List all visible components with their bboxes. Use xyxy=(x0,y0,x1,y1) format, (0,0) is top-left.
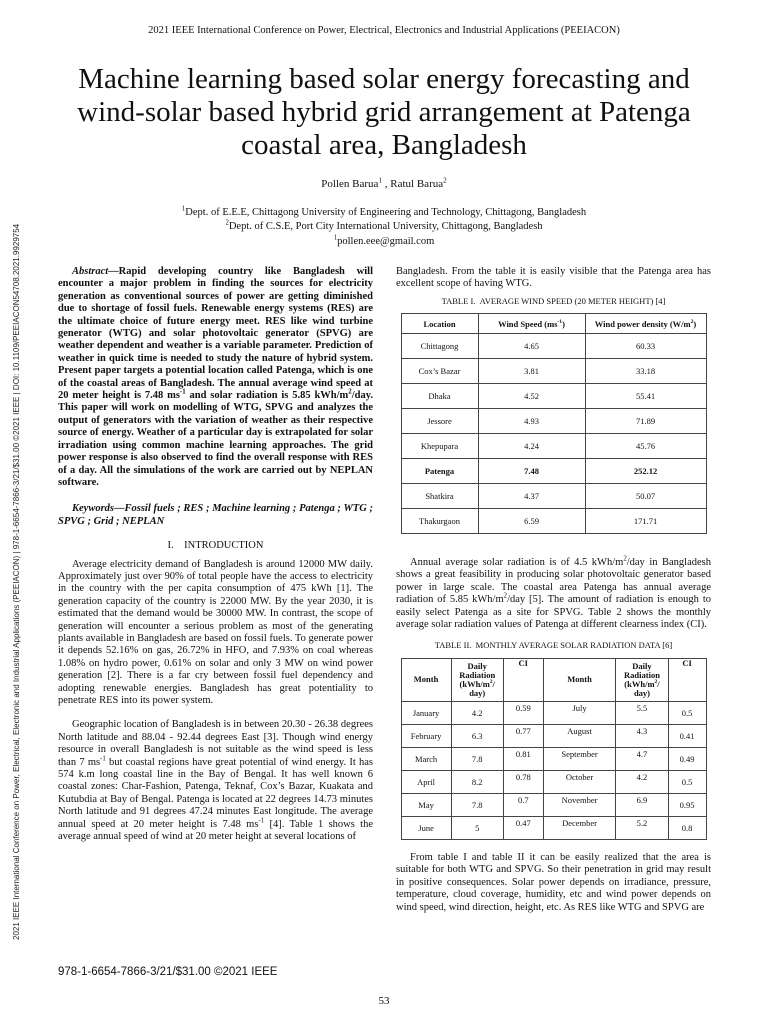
table-header-row xyxy=(401,658,706,701)
paper-title: Machine learning based solar energy forecasting and wind-solar based hybrid grid arrangement at Patenga coastal area, Bangladesh xyxy=(77,63,691,161)
abstract-superscript-2: 2 xyxy=(348,388,352,396)
left-column xyxy=(58,266,373,843)
cell-ci: 0.81 xyxy=(503,747,543,770)
table-header-location: Location xyxy=(401,314,478,334)
para2-text-2: but coastal regions have great potential of wind energy. It has 574 k.m long coastal line in the Bay of Bengal. It has well known 6 coastal zones: Char-Fashion, Patenga, Teknaf, Cox’s Bazar, Kuakata and Kutubdia at Bay of Bengal. Patenga is located at 22 degrees 14.73 minutes North latitude and 91 degrees 47.24 minutes East longitude. The average annual speed at 20 meter height is 7.48 ms xyxy=(58,756,373,830)
right-bottom-block xyxy=(396,852,711,914)
section-number: I. xyxy=(167,540,174,552)
table-row xyxy=(401,409,706,434)
cell-month: March xyxy=(401,747,451,770)
cell-radiation: 5.2 xyxy=(616,816,668,839)
cell-location: Thakurgaon xyxy=(401,509,478,534)
email-superscript: 1 xyxy=(333,234,338,242)
cell-wind-speed: 4.93 xyxy=(478,409,585,434)
header-radiation-text: Daily Radiation (kWh/m xyxy=(459,660,496,689)
author-email xyxy=(0,236,768,247)
cell-location: Chittagong xyxy=(401,334,478,359)
table-header-daily-radiation xyxy=(451,658,503,701)
paragraph-right-intro: Bangladesh. From the table it is easily visible that the Patenga area has excellent scope of having WTG. xyxy=(396,266,711,290)
cell-wind-speed: 7.48 xyxy=(478,459,585,484)
cell-month: May xyxy=(401,793,451,816)
header-radiation-unit: / day) xyxy=(633,678,660,698)
cell-ci: 0.5 xyxy=(668,770,706,793)
cell-location: Patenga xyxy=(401,459,478,484)
cell-location: Jessore xyxy=(401,409,478,434)
paragraph-geographic-location xyxy=(58,719,373,843)
para3-text-3: /day [5]. The amount of radiation is enough to easily select Patenga as a site for SPVG. Table 2 shows the monthly average solar radiation values of Patenga at different clearness index (CI). xyxy=(396,594,712,631)
cell-wind-speed: 4.24 xyxy=(478,434,585,459)
table-row xyxy=(401,747,706,770)
header-density-close: ) xyxy=(693,318,697,329)
cell-month: November xyxy=(543,793,616,816)
header-radiation-superscript: 2 xyxy=(654,679,658,686)
table1-caption-number: TABLE I. xyxy=(441,295,476,306)
table-header-month: Month xyxy=(543,658,616,701)
table-header-month: Month xyxy=(401,658,451,701)
keywords xyxy=(58,503,373,528)
table-wind-speed xyxy=(401,313,707,534)
table-row xyxy=(401,770,706,793)
cell-wind-speed: 3.81 xyxy=(478,359,585,384)
cell-ci: 0.49 xyxy=(668,747,706,770)
author-1-superscript: 1 xyxy=(378,176,383,185)
cell-power-density: 252.12 xyxy=(585,459,706,484)
keywords-text: Fossil fuels ; RES ; Machine learning ; Patenga ; WTG ; SPVG ; Grid ; NEPLAN xyxy=(58,503,373,527)
page-number: 53 xyxy=(378,995,390,1007)
paragraph-electricity-demand: Average electricity demand of Bangladesh is around 12000 MW daily. Approximately just over 90% of total people have the access to electricity in the country with the per capita consumption of 475 kWh [1]. The generation capacity of the country is 22000 MW. By the year 2030, it is estimated that the demand would be 30000 MW. In contrast, the scope of generation will encounter a serious problem as most of the generating plants available in Bangladesh are based on fossil fuels. To generate power it depends 52.16% on gas, 26.72% in HFO, and 7.93% on coal whereas 1.08% on hydro power, 0.61% on solar and only 3 MW on wind power generation [2]. There is a far cry between fossil fuel dependency and adopting renewable energies. Bangladesh has great potentiality to penetrate RES into its power system. xyxy=(58,558,373,706)
header-density-text: Wind power density (W/m xyxy=(594,318,691,329)
header-speed-close: ) xyxy=(562,318,565,329)
table-row xyxy=(401,384,706,409)
cell-month: July xyxy=(543,701,616,724)
table-header-row xyxy=(401,314,706,334)
table-header-ci: CI xyxy=(503,658,543,701)
affiliation-1 xyxy=(0,207,768,218)
table-row xyxy=(401,484,706,509)
cell-ci: 0.5 xyxy=(668,701,706,724)
affiliation-2-text: Dept. of C.S.E, Port City International University, Chittagong, Bangladesh xyxy=(228,221,543,232)
table2-caption-number: TABLE II. xyxy=(434,640,472,651)
cell-radiation: 8.2 xyxy=(451,770,503,793)
section-heading-introduction xyxy=(58,540,373,552)
abstract xyxy=(58,266,373,489)
cell-location: Khepupara xyxy=(401,434,478,459)
section-title-rest: NTRODUCTION xyxy=(187,540,264,552)
cell-wind-speed: 4.65 xyxy=(478,334,585,359)
cell-radiation: 4.7 xyxy=(616,747,668,770)
table-row xyxy=(401,724,706,747)
abstract-text-2: and solar radiation is 5.85 kWh/m xyxy=(185,390,349,402)
cell-power-density: 50.07 xyxy=(585,484,706,509)
cell-month: August xyxy=(543,724,616,747)
author-2-superscript: 2 xyxy=(443,176,447,185)
table-row xyxy=(401,793,706,816)
cell-ci: 0.7 xyxy=(503,793,543,816)
cell-ci: 0.59 xyxy=(503,701,543,724)
header-radiation-superscript: 2 xyxy=(489,679,493,686)
table-header-ci: CI xyxy=(668,658,706,701)
cell-month: December xyxy=(543,816,616,839)
author-2: Ratul Barua xyxy=(390,178,444,190)
cell-ci: 0.41 xyxy=(668,724,706,747)
section-title-first-letter: I xyxy=(184,540,188,552)
conference-header: 2021 IEEE International Conference on Power, Electrical, Electronics and Industrial Applications (PEEIACON) xyxy=(148,25,620,36)
table1-caption-text: AVERAGE WIND SPEED (20 METER HEIGHT) [4] xyxy=(479,295,666,306)
cell-ci: 0.77 xyxy=(503,724,543,747)
header-speed-text: Wind Speed (ms xyxy=(498,318,558,329)
cell-power-density: 55.41 xyxy=(585,384,706,409)
cell-month: September xyxy=(543,747,616,770)
cell-ci: 0.47 xyxy=(503,816,543,839)
cell-location: Cox’s Bazar xyxy=(401,359,478,384)
abstract-superscript-1: -1 xyxy=(179,388,186,396)
cell-radiation: 4.2 xyxy=(616,770,668,793)
affiliation-1-text: Dept. of E.E.E, Chittagong University of Engineering and Technology, Chittagong, Bangladesh xyxy=(185,207,587,218)
cell-ci: 0.8 xyxy=(668,816,706,839)
cell-power-density: 171.71 xyxy=(585,509,706,534)
table-row xyxy=(401,509,706,534)
table-row xyxy=(401,816,706,839)
abstract-text-1: Rapid developing country like Bangladesh will encounter a major problem in finding the sources for electricity generation as conventional sources of power are getting diminished due to shortage of fossil fuels. Renewable energy systems (RES) are the ultimate choice of future energy meet. RES like wind turbine generator (WTG) and solar photovoltaic generator (SPVG) are weather dependent and weather is a variable parameter. Prediction of weather in quick time is needed to study the nature of hybrid system. Present paper targets a potential location called Patenga, which is one of the coastal areas of Bangladesh. The annual average wind speed at 20 meter height is 7.48 ms xyxy=(58,266,373,402)
cell-radiation: 7.8 xyxy=(451,747,503,770)
table-row-highlighted xyxy=(401,459,706,484)
table-row xyxy=(401,359,706,384)
table-header-power-density xyxy=(585,314,706,334)
para2-superscript-2: -1 xyxy=(258,817,265,825)
cell-power-density: 60.33 xyxy=(585,334,706,359)
cell-month: April xyxy=(401,770,451,793)
cell-radiation: 4.3 xyxy=(616,724,668,747)
cell-radiation: 7.8 xyxy=(451,793,503,816)
cell-month: June xyxy=(401,816,451,839)
cell-wind-speed: 4.37 xyxy=(478,484,585,509)
para2-text-3: [4]. Table 1 shows the average annual speed of wind at 20 meter height at several locations of xyxy=(58,818,373,843)
side-identifier-strip: 2021 IEEE International Conference on Power, Electrical, Electronic and Industrial Applications (PEEIACON) | 978-1-6654-7866-3/21/$31.00 ©2021 IEEE | DOI: 10.1109/PEEIACON54708.2021.9929754 xyxy=(12,223,21,940)
para2-text-1: Geographic location of Bangladesh is in between 20.30 - 26.38 degrees North latitude and 88.04 - 92.44 degrees East [3]. Though wind energy resource in overall Bangladesh is not suitable as the wind speed is less than 7 ms xyxy=(58,719,373,768)
abstract-text-3: /day. This paper will work on modelling of WTG, SPVG and analyzes the output of generators with the variation of weather as their respective source of energy. Weather of a particular day is extrapolated for solar irradiation using common machine learning approaches. The grid power response is also observed to find the overall response with RES of a day. All the simulations of the work are carried out by NEPLAN software. xyxy=(58,390,374,488)
cell-power-density: 45.76 xyxy=(585,434,706,459)
right-middle-block xyxy=(396,557,711,840)
author-separator: , xyxy=(382,178,391,190)
abstract-label: Abstract xyxy=(72,266,109,277)
para3-superscript-1: 2 xyxy=(623,555,627,563)
cell-month: January xyxy=(401,701,451,724)
cell-month: October xyxy=(543,770,616,793)
author-1: Pollen Barua xyxy=(321,178,379,190)
para3-superscript-2: 2 xyxy=(503,592,508,600)
table-header-wind-speed xyxy=(478,314,585,334)
cell-radiation: 4.2 xyxy=(451,701,503,724)
paragraph-conclusion-tables: From table I and table II it can be easily realized that the area is suitable for both WTG and SPVG. So their penetration in grid may result in positive consequences. Solar power depends on irradiance, pressure, temperature, cloud coverage, humidity, etc and wind power depends on wind speed, wind direction, height, etc. As RES like WTG and SPVG are xyxy=(396,852,711,913)
cell-location: Shatkira xyxy=(401,484,478,509)
cell-location: Dhaka xyxy=(401,384,478,409)
abstract-dash: — xyxy=(108,266,119,277)
keywords-label: Keywords— xyxy=(72,503,125,515)
table-row xyxy=(401,334,706,359)
header-density-superscript: 2 xyxy=(690,318,694,325)
cell-power-density: 71.89 xyxy=(585,409,706,434)
footer-copyright: 978-1-6654-7866-3/21/$31.00 ©2021 IEEE xyxy=(58,966,278,978)
cell-wind-speed: 6.59 xyxy=(478,509,585,534)
author-line xyxy=(0,178,768,190)
affiliation-2-superscript: 2 xyxy=(225,219,229,227)
header-radiation-text: Daily Radiation (kWh/m xyxy=(624,660,660,689)
right-intro-block xyxy=(396,266,711,534)
affiliation-1-superscript: 1 xyxy=(181,205,186,213)
cell-power-density: 33.18 xyxy=(585,359,706,384)
cell-radiation: 5.5 xyxy=(616,701,668,724)
cell-radiation: 5 xyxy=(451,816,503,839)
para3-text-1: Annual average solar radiation is of 4.5 kWh/m xyxy=(410,557,624,568)
table2-caption xyxy=(396,639,711,651)
para2-superscript-1: -1 xyxy=(100,755,106,763)
cell-ci: 0.95 xyxy=(668,793,706,816)
cell-wind-speed: 4.52 xyxy=(478,384,585,409)
cell-radiation: 6.9 xyxy=(616,793,668,816)
table-header-daily-radiation xyxy=(616,658,668,701)
header-speed-superscript: -1 xyxy=(557,318,563,325)
table2-caption-text: MONTHLY AVERAGE SOLAR RADIATION DATA [6] xyxy=(475,640,673,651)
table1-caption xyxy=(396,295,711,307)
paragraph-solar-radiation xyxy=(396,557,711,631)
cell-month: February xyxy=(401,724,451,747)
table-solar-radiation xyxy=(401,658,707,840)
affiliation-2 xyxy=(0,221,768,232)
email-text: pollen.eee@gmail.com xyxy=(337,236,435,247)
table-row xyxy=(401,434,706,459)
para3-text-2: /day in Bangladesh shows a great feasibility in producing solar photovoltaic generator based power in large scale. The coastal area Patenga has annual average radiation of 5.85 kWh/m xyxy=(396,557,711,606)
header-radiation-unit: / day) xyxy=(469,678,495,698)
table-row xyxy=(401,701,706,724)
cell-ci: 0.78 xyxy=(503,770,543,793)
cell-radiation: 6.3 xyxy=(451,724,503,747)
